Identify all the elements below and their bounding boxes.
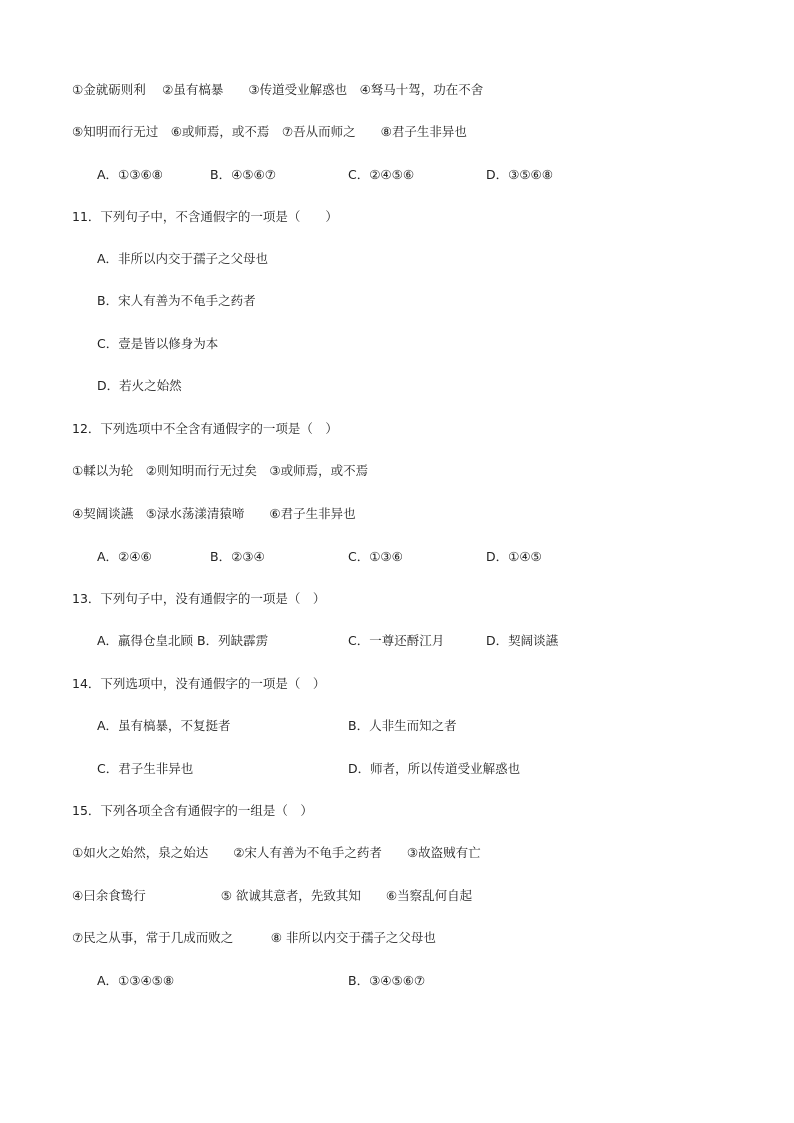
q11-option-d: D．若火之始然 bbox=[97, 378, 182, 393]
q15-items-line-2: ④曰余食鸷行 ⑤ 欲诚其意者，先致其知 ⑥当察乱何自起 bbox=[72, 888, 473, 903]
q14-stem: 14．下列选项中，没有通假字的一项是（ ） bbox=[72, 676, 326, 691]
q14-option-a: A．虽有槁暴，不复挺者 bbox=[97, 718, 231, 733]
q12-option-b: B．②③④ bbox=[210, 549, 265, 564]
q13-stem: 13．下列句子中，没有通假字的一项是（ ） bbox=[72, 591, 326, 606]
q10-option-b: B．④⑤⑥⑦ bbox=[210, 167, 276, 182]
q12-option-c: C．①③⑥ bbox=[348, 549, 403, 564]
q10-option-a: A．①③⑥⑧ bbox=[97, 167, 163, 182]
q13-option-c: C．一尊还酹江月 bbox=[348, 633, 445, 648]
q11-option-a: A．非所以内交于孺子之父母也 bbox=[97, 251, 269, 266]
q15-option-b: B．③④⑤⑥⑦ bbox=[348, 973, 426, 988]
q10-option-c: C．②④⑤⑥ bbox=[348, 167, 415, 182]
q11-option-c: C．壹是皆以修身为本 bbox=[97, 336, 219, 351]
q13-option-d: D．契阔谈讌 bbox=[486, 633, 559, 648]
q15-items-line-1: ①如火之始然，泉之始达 ②宋人有善为不龟手之药者 ③故盗贼有亡 bbox=[72, 845, 481, 860]
q10-option-d: D．③⑤⑥⑧ bbox=[486, 167, 553, 182]
q12-items-line-2: ④契阔谈讌 ⑤渌水荡漾清猿啼 ⑥君子生非异也 bbox=[72, 506, 356, 521]
q14-option-c: C．君子生非异也 bbox=[97, 761, 194, 776]
q12-option-a: A．②④⑥ bbox=[97, 549, 152, 564]
q15-option-a: A．①③④⑤⑧ bbox=[97, 973, 175, 988]
q12-items-line-1: ①輮以为轮 ②则知明而行无过矣 ③或师焉，或不焉 bbox=[72, 463, 369, 478]
q11-stem: 11．下列句子中，不含通假字的一项是（ ） bbox=[72, 209, 338, 224]
q12-option-d: D．①④⑤ bbox=[486, 549, 542, 564]
q11-option-b: B．宋人有善为不龟手之药者 bbox=[97, 293, 256, 308]
q15-stem: 15．下列各项全含有通假字的一组是（ ） bbox=[72, 803, 313, 818]
q10-items-line-1: ①金就砺则利 ②虽有槁暴 ③传道受业解惑也 ④驽马十驾，功在不舍 bbox=[72, 82, 484, 97]
q10-items-line-2: ⑤知明而行无过 ⑥或师焉，或不焉 ⑦吾从而师之 ⑧君子生非异也 bbox=[72, 124, 467, 139]
q14-option-b: B．人非生而知之者 bbox=[348, 718, 457, 733]
q15-items-line-3: ⑦民之从事，常于几成而败之 ⑧ 非所以内交于孺子之父母也 bbox=[72, 930, 436, 945]
q14-option-d: D．师者，所以传道受业解惑也 bbox=[348, 761, 521, 776]
q13-option-ab: A．羸得仓皇北顾 B．列缺霹雳 bbox=[97, 633, 269, 648]
q12-stem: 12．下列选项中不全含有通假字的一项是（ ） bbox=[72, 421, 338, 436]
